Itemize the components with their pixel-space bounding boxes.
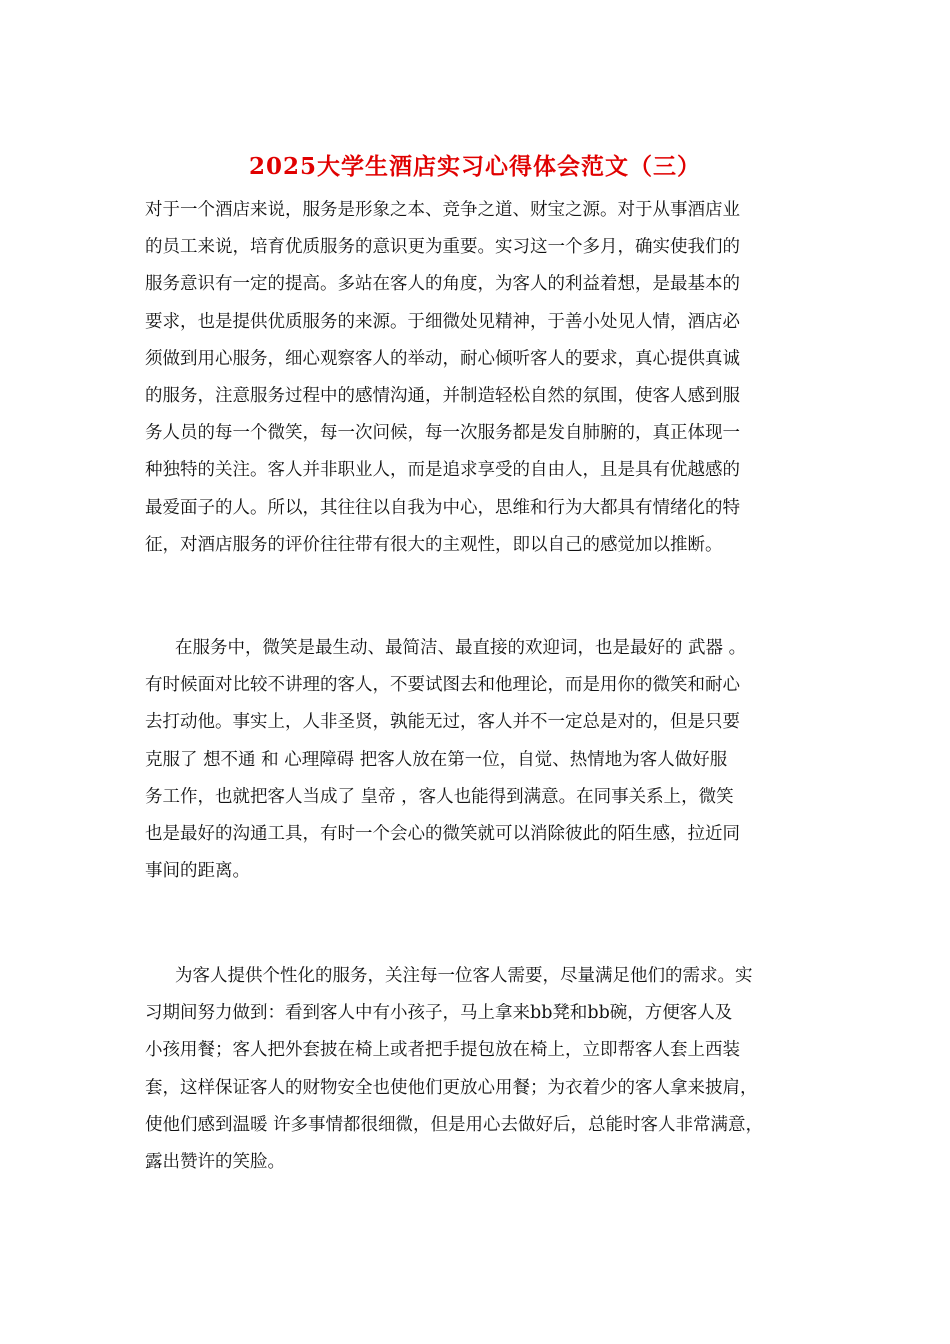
paragraph-line: 须做到用心服务，细心观察客人的举动，耐心倾听客人的要求，真心提供真诚 [145, 348, 740, 369]
paragraph-line: 露出赞许的笑脸。 [145, 1151, 285, 1172]
paragraph-line: 征，对酒店服务的评价往往带有很大的主观性，即以自己的感觉加以推断。 [145, 534, 723, 555]
paragraph-3 [145, 958, 810, 1181]
paragraph-line: 小孩用餐；客人把外套披在椅上或者把手提包放在椅上，立即帮客人套上西装 [145, 1040, 740, 1061]
paragraph-2 [145, 630, 810, 890]
paragraph-line: 在服务中，微笑是最生动、最简洁、最直接的欢迎词，也是最好的 武器 。 [175, 638, 747, 658]
document-title: 2025大学生酒店实习心得体会范文（三） [248, 153, 701, 180]
paragraph-line: 的员工来说，培育优质服务的意识更为重要。实习这一个多月，确实使我们的 [145, 237, 740, 258]
paragraph-line: 的服务，注意服务过程中的感情沟通，并制造轻松自然的氛围，使客人感到服 [145, 385, 740, 406]
paragraph-line: 习期间努力做到：看到客人中有小孩子，马上拿来bb凳和bb碗，方便客人及 [145, 1003, 733, 1024]
paragraph-line: 也是最好的沟通工具，有时一个会心的微笑就可以消除彼此的陌生感，拉近同 [145, 823, 740, 844]
paragraph-line: 使他们感到温暖 许多事情都很细微，但是用心去做好后，总能时客人非常满意， [145, 1114, 764, 1135]
paragraph-line: 事间的距离。 [145, 861, 250, 882]
paragraph-line: 要求，也是提供优质服务的来源。于细微处见精神，于善小处见人情，酒店必 [145, 311, 740, 332]
paragraph-line: 服务意识有一定的提高。多站在客人的角度，为客人的利益着想，是最基本的 [145, 274, 740, 295]
paragraph-line: 最爱面子的人。所以，其往往以自我为中心，思维和行为大都具有情绪化的特 [145, 497, 740, 518]
paragraph-line: 为客人提供个性化的服务，关注每一位客人需要，尽量满足他们的需求。实 [175, 966, 753, 986]
paragraph-line: 务工作，也就把客人当成了 皇帝 ，客人也能得到满意。在同事关系上，微笑 [145, 786, 734, 807]
paragraph-line: 克服了 想不通 和 心理障碍 把客人放在第一位，自觉、热情地为客人做好服 [145, 749, 728, 770]
paragraph-line: 种独特的关注。客人并非职业人，而是追求享受的自由人，且是具有优越感的 [145, 460, 740, 481]
paragraph-line: 去打动他。事实上，人非圣贤，孰能无过，客人并不一定总是对的，但是只要 [145, 712, 740, 733]
paragraph-line: 务人员的每一个微笑，每一次问候，每一次服务都是发自肺腑的，真正体现一 [145, 423, 740, 444]
paragraph-line: 套，这样保证客人的财物安全也使他们更放心用餐；为衣着少的客人拿来披肩， [145, 1077, 758, 1098]
paragraph-line: 有时候面对比较不讲理的客人，不要试图去和他理论，而是用你的微笑和耐心 [145, 675, 740, 696]
paragraph-line: 对于一个酒店来说，服务是形象之本、竞争之道、财宝之源。对于从事酒店业 [145, 200, 740, 220]
paragraph-1 [145, 192, 810, 564]
